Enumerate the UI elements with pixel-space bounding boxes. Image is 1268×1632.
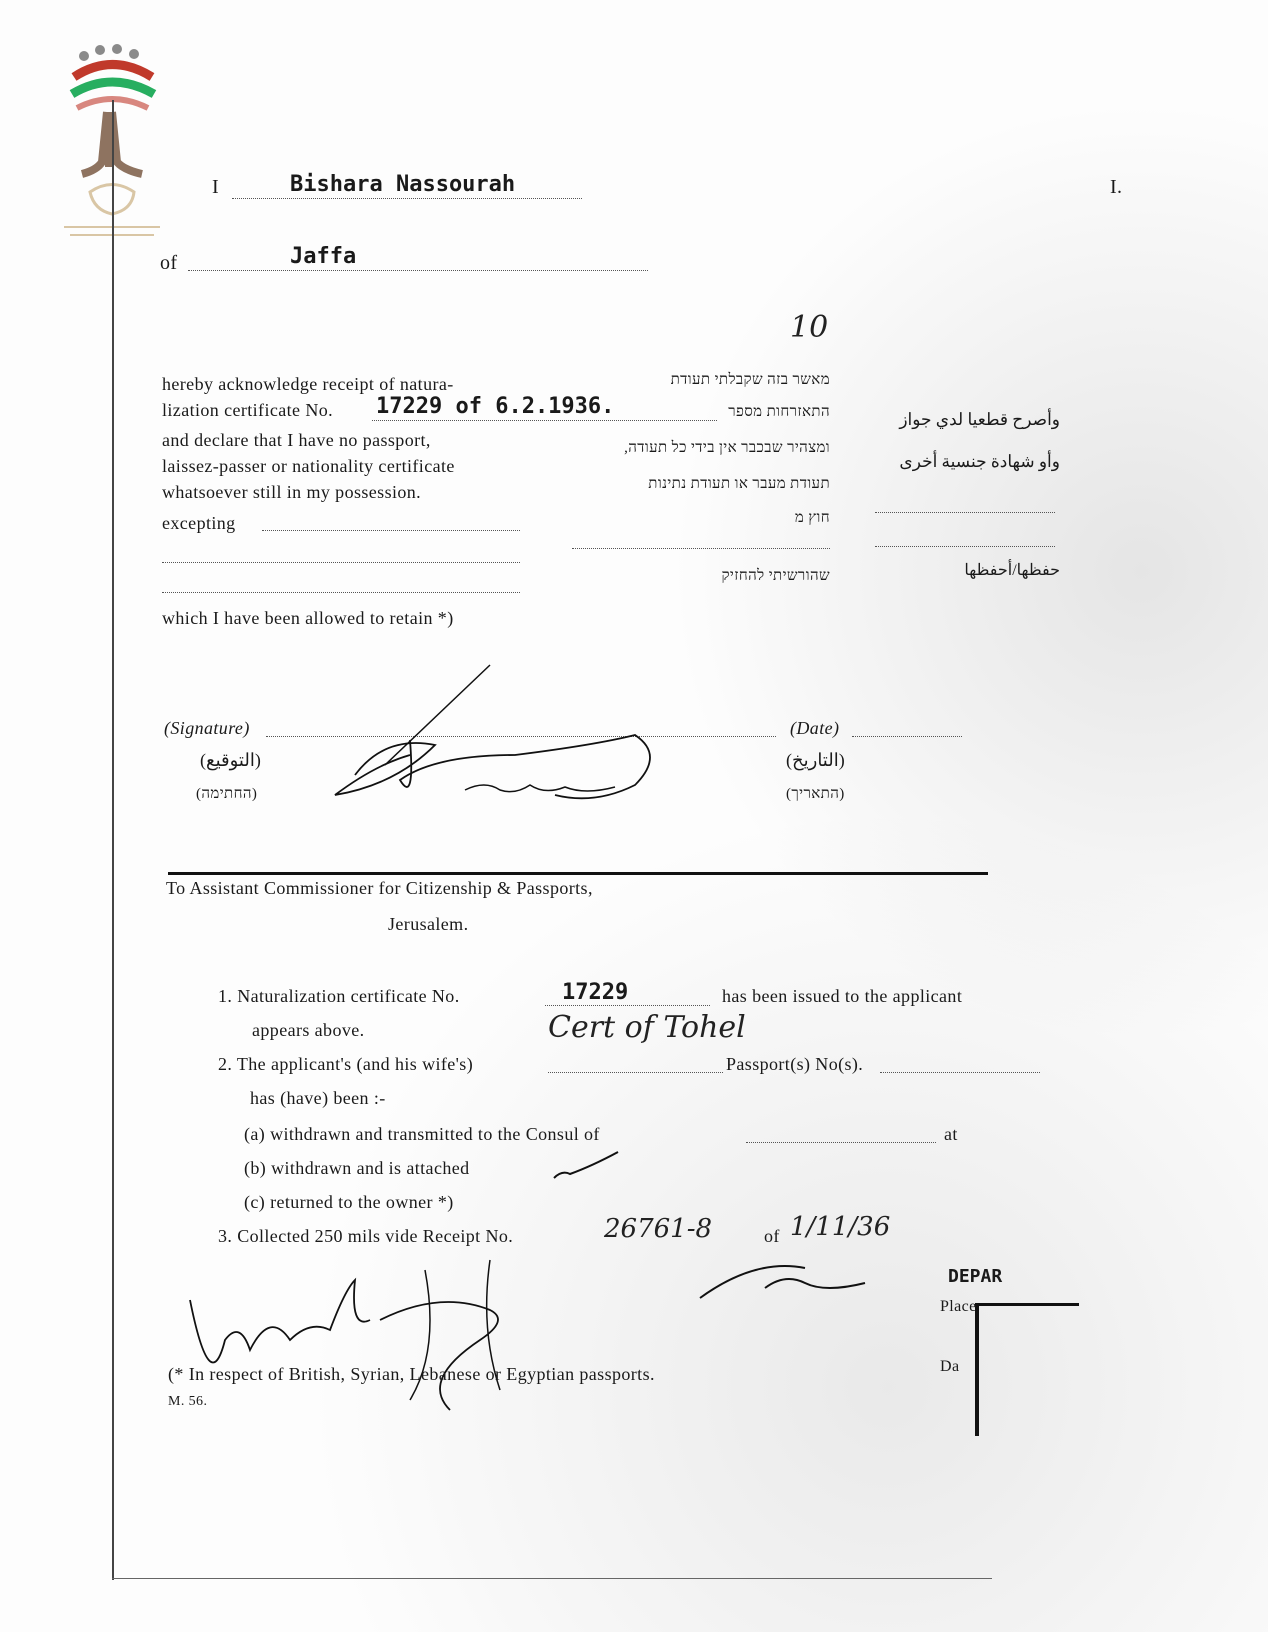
signature-label-arabic: (التوقيع) [200, 750, 261, 770]
item-2c: (c) returned to the owner *) [244, 1192, 454, 1212]
item-2-underline [548, 1072, 723, 1073]
item-2b-checkmark-icon [552, 1148, 622, 1184]
section-divider [168, 872, 988, 875]
item-1-handwriting: Cert of Tohel [548, 1010, 746, 1045]
item-2b: (b) withdrawn and is attached [244, 1158, 470, 1178]
item-1-underline [545, 1005, 710, 1006]
declaration-line-1: hereby acknowledge receipt of natura- [162, 374, 454, 394]
certificate-number-typed: 17229 of 6.2.1936. [376, 394, 615, 419]
page-number-handwritten: 10 [790, 310, 829, 345]
item-3-label: 3. Collected 250 mils vide Receipt No. [218, 1226, 514, 1246]
date-label: (Date) [790, 718, 840, 738]
department-stamp [975, 1303, 1079, 1436]
stamp-place-label: Place [940, 1298, 977, 1315]
item-2a-underline [746, 1142, 936, 1143]
footnote: (* In respect of British, Syrian, Lebanese or Egyptian passports. [168, 1364, 655, 1384]
applicant-name: Bishara Nassourah [290, 172, 516, 197]
addressee-line-1: To Assistant Commissioner for Citizenship & Passports, [166, 878, 593, 898]
arabic-line-1: وأصرح قطعيا لدي جواز [899, 410, 1060, 429]
stamp-title: DEPAR [948, 1266, 1003, 1287]
page-border-bottom [112, 1578, 992, 1579]
stamp-date-label: Da [940, 1358, 960, 1375]
initials-signature-icon [695, 1248, 875, 1308]
name-underline [232, 198, 582, 199]
declaration-line-2: lization certificate No. [162, 400, 334, 420]
hebrew-line-3: ומצהיר שבכבר אין בידי כל תעודה, [624, 440, 830, 456]
official-signature-icon [180, 1250, 580, 1420]
date-label-arabic: (التاريخ) [786, 750, 845, 770]
city-name: Jaffa [290, 244, 357, 269]
signature-label: (Signature) [164, 718, 250, 738]
name-prefix: I [212, 176, 220, 198]
declaration-line-5: whatsoever still in my possession. [162, 482, 422, 502]
handwritten-signature-icon [315, 655, 665, 825]
date-line [852, 736, 962, 737]
form-code: M. 56. [168, 1394, 208, 1409]
page-border-left [112, 100, 114, 1580]
declaration-line-3: and declare that I have no passport, [162, 430, 431, 450]
date-label-hebrew: (התאריך) [786, 786, 845, 802]
item-2a-at: at [944, 1124, 958, 1144]
item-3-date: 1/11/36 [790, 1212, 891, 1242]
hebrew-underline-1 [572, 548, 830, 549]
arabic-underline-1 [875, 512, 1055, 513]
declaration-line-4: laissez-passer or nationality certificate [162, 456, 455, 476]
item-2-rest-underline [880, 1072, 1040, 1073]
arabic-line-3: حفظها/أحفظها [964, 562, 1060, 579]
hebrew-line-5: חוץ מ [794, 510, 830, 526]
item-2-rest: Passport(s) No(s). [726, 1054, 864, 1074]
item-1-continuation: appears above. [252, 1020, 365, 1040]
item-2a: (a) withdrawn and transmitted to the Consul of [244, 1124, 600, 1144]
addressee-line-2: Jerusalem. [388, 914, 469, 934]
retain-line: which I have been allowed to retain *) [162, 608, 454, 628]
arabic-line-2: وأو شهادة جنسية أخرى [899, 452, 1060, 471]
item-1-rest: has been issued to the applicant [722, 986, 963, 1006]
item-2-label: 2. The applicant's (and his wife's) [218, 1054, 474, 1074]
of-label: of [160, 252, 178, 274]
excepting-line-2 [162, 562, 520, 563]
excepting-line-3 [162, 592, 520, 593]
excepting-line-1 [262, 530, 520, 531]
hebrew-line-6: שהורשיתי להחזיק [721, 568, 830, 584]
item-1-certificate-number: 17229 [562, 980, 629, 1005]
arabic-underline-2 [875, 546, 1055, 547]
hebrew-line-2: התאזרחות מספר [728, 404, 830, 420]
item-3-of: of [764, 1226, 780, 1246]
item-2-continuation: has (have) been :- [250, 1088, 386, 1108]
edge-mark: I. [1110, 176, 1123, 198]
city-underline [188, 270, 648, 271]
item-3-receipt-number: 26761-8 [604, 1214, 713, 1244]
item-1-label: 1. Naturalization certificate No. [218, 986, 460, 1006]
declaration-line-6: excepting [162, 513, 236, 533]
signature-label-hebrew: (החתימה) [196, 786, 258, 802]
hebrew-line-4: תעודת מעבר או תעודת נתינות [648, 476, 830, 492]
hebrew-line-1: מאשר בזה שקבלתי תעודת [670, 372, 830, 388]
